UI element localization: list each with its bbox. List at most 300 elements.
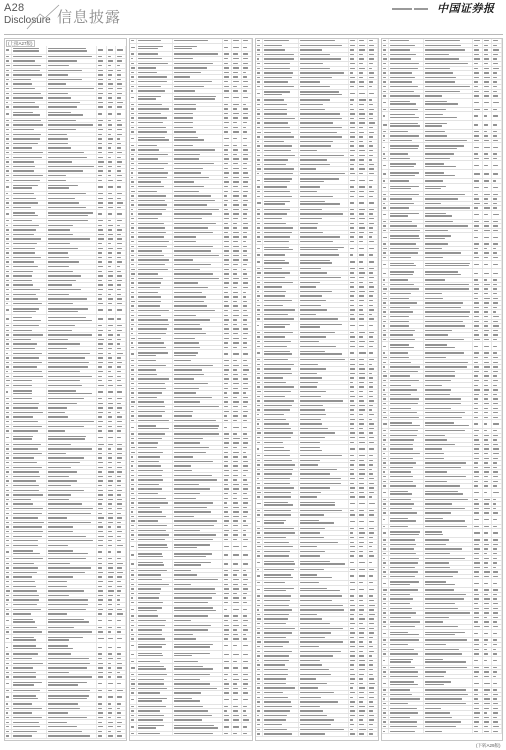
table-cell (130, 551, 137, 559)
illegible-text (264, 432, 292, 433)
table-cell (137, 350, 172, 358)
table-cell (137, 606, 172, 614)
table-cell (299, 518, 349, 526)
illegible-text (359, 213, 363, 214)
table-cell (223, 391, 233, 395)
illegible-text (98, 696, 102, 697)
table-cell (242, 346, 252, 350)
table-cell (173, 199, 223, 203)
table-cell (130, 226, 137, 230)
illegible-text (359, 346, 364, 347)
illegible-text (13, 581, 34, 582)
table-cell (5, 96, 12, 100)
table-cell (232, 222, 242, 226)
illegible-text (300, 168, 316, 169)
illegible-text (48, 485, 71, 486)
illegible-text (131, 699, 134, 700)
table-cell (47, 484, 97, 488)
illegible-text (108, 462, 113, 463)
illegible-text (131, 715, 134, 716)
table-cell (97, 370, 107, 374)
table-cell (5, 466, 12, 470)
table-cell (242, 423, 252, 431)
table-cell (47, 575, 97, 579)
illegible-text (224, 122, 229, 123)
illegible-text (233, 338, 238, 339)
table-cell (107, 247, 117, 251)
table-cell (12, 251, 47, 255)
illegible-text (174, 442, 201, 443)
illegible-text (6, 371, 8, 372)
table-cell (97, 594, 107, 598)
table-cell (256, 427, 263, 431)
illegible-text (243, 615, 246, 616)
table-cell (223, 166, 233, 170)
illegible-text (243, 72, 246, 73)
illegible-text (369, 261, 373, 262)
table-cell (299, 445, 349, 453)
illegible-text (13, 60, 35, 61)
table-cell (130, 44, 137, 52)
illegible-text (257, 104, 260, 105)
table-cell (97, 539, 107, 543)
illegible-text (13, 416, 33, 417)
illegible-text (98, 672, 104, 673)
table-cell (232, 304, 242, 308)
illegible-text (117, 56, 122, 57)
illegible-text (117, 503, 121, 504)
illegible-text (108, 663, 112, 664)
illegible-text (369, 487, 374, 488)
table-cell (12, 306, 47, 314)
illegible-text (48, 257, 69, 258)
table-cell (12, 315, 47, 323)
table-cell (349, 117, 359, 121)
table-cell (256, 303, 263, 307)
illegible-text (233, 127, 237, 128)
table-cell (130, 368, 137, 372)
table-cell (232, 341, 242, 345)
illegible-text (300, 318, 338, 319)
illegible-text (264, 332, 293, 333)
table-cell (242, 94, 252, 102)
table-cell (97, 702, 107, 706)
table-cell (97, 242, 107, 246)
illegible-text (98, 65, 102, 66)
illegible-text (6, 398, 9, 399)
table-cell (173, 687, 223, 691)
table-cell (223, 263, 233, 267)
illegible-text (48, 508, 93, 509)
illegible-text (369, 196, 372, 197)
table-cell (47, 365, 97, 369)
illegible-text (13, 215, 38, 216)
table-cell (116, 411, 126, 415)
illegible-text (233, 456, 237, 457)
table-cell (256, 509, 263, 513)
illegible-text (98, 376, 102, 377)
table-cell (47, 456, 97, 460)
illegible-text (300, 450, 323, 451)
illegible-text (131, 305, 134, 306)
illegible-text (369, 300, 372, 301)
illegible-text (117, 198, 121, 199)
table-cell (358, 445, 368, 453)
illegible-text (48, 576, 73, 577)
table-cell (5, 219, 12, 223)
illegible-text (108, 193, 112, 194)
illegible-text (13, 586, 35, 587)
illegible-text (369, 483, 373, 484)
table-cell (242, 240, 252, 244)
table-cell (130, 240, 137, 244)
illegible-text (6, 65, 10, 66)
table-cell (223, 396, 233, 400)
illegible-text (233, 493, 237, 494)
illegible-text (264, 447, 284, 448)
table-cell (130, 130, 137, 134)
table-cell (47, 730, 97, 734)
table-cell (358, 454, 368, 458)
illegible-text (117, 261, 122, 262)
illegible-text (131, 113, 134, 114)
table-cell (5, 142, 12, 146)
table-cell (242, 529, 252, 533)
table-cell (349, 281, 359, 285)
illegible-text (233, 250, 238, 251)
table-cell (263, 513, 298, 517)
table-cell (97, 521, 107, 525)
table-cell (130, 464, 137, 468)
illegible-text (98, 476, 103, 477)
illegible-text (131, 706, 134, 707)
table-cell (5, 178, 12, 182)
illegible-text (98, 238, 104, 239)
table-cell (242, 524, 252, 528)
table-cell (368, 399, 378, 403)
table-cell (137, 551, 172, 559)
illegible-text (233, 511, 239, 512)
table-cell (116, 720, 126, 724)
table-cell (232, 659, 242, 663)
illegible-text (224, 154, 228, 155)
table-cell (116, 260, 126, 264)
illegible-text (224, 525, 229, 526)
illegible-text (174, 342, 199, 343)
table-cell (116, 557, 126, 561)
illegible-text (138, 388, 165, 389)
table-cell (12, 680, 47, 688)
illegible-text (174, 292, 203, 293)
illegible-text (98, 426, 102, 427)
table-cell (256, 226, 263, 230)
illegible-text (138, 319, 168, 320)
table-cell (263, 271, 298, 275)
table-cell (358, 53, 368, 57)
table-cell (97, 210, 107, 218)
table-cell (47, 411, 97, 415)
listing-rows (5, 46, 126, 740)
illegible-text (174, 352, 198, 353)
illegible-text (108, 318, 114, 319)
illegible-text (233, 479, 237, 480)
table-cell (47, 466, 97, 470)
table-cell (137, 400, 172, 404)
illegible-text (243, 392, 246, 393)
table-row (130, 723, 252, 732)
table-cell (242, 487, 252, 491)
table-cell (368, 185, 378, 189)
table-cell (137, 687, 172, 691)
illegible-text (98, 576, 102, 577)
illegible-text (48, 581, 67, 582)
illegible-text (98, 663, 103, 664)
illegible-text (224, 149, 228, 150)
table-cell (12, 260, 47, 264)
illegible-text (117, 517, 122, 518)
illegible-text (117, 421, 122, 422)
table-cell (116, 502, 126, 506)
table-cell (116, 133, 126, 137)
illegible-text (48, 157, 87, 158)
illegible-text (48, 703, 77, 704)
illegible-text (224, 324, 229, 325)
table-cell (130, 39, 137, 43)
table-cell (137, 254, 172, 258)
illegible-text (369, 405, 373, 406)
illegible-text (233, 411, 237, 412)
table-cell (263, 531, 298, 535)
illegible-text (108, 480, 114, 481)
table-cell (173, 121, 223, 125)
table-cell (137, 277, 172, 281)
illegible-text (108, 198, 114, 199)
illegible-text (243, 81, 248, 82)
illegible-text (131, 374, 134, 375)
illegible-text (233, 534, 237, 535)
illegible-text (117, 97, 121, 98)
illegible-text (131, 438, 134, 439)
illegible-text (117, 303, 122, 304)
table-cell (256, 185, 263, 189)
illegible-text (224, 715, 229, 716)
table-cell (137, 57, 172, 61)
table-cell (232, 57, 242, 61)
illegible-text (138, 96, 161, 97)
table-cell (107, 324, 117, 328)
table-cell (116, 96, 126, 100)
table-cell (107, 657, 117, 661)
illegible-text (138, 498, 166, 499)
table-cell (263, 126, 298, 130)
illegible-text (243, 554, 247, 555)
table-cell (137, 318, 172, 322)
table-cell (223, 414, 233, 418)
illegible-text (257, 45, 260, 46)
illegible-text (257, 49, 260, 50)
table-cell (242, 166, 252, 170)
table-cell (97, 626, 107, 630)
illegible-text (174, 401, 200, 402)
illegible-text (224, 447, 229, 448)
table-cell (5, 265, 12, 269)
table-cell (368, 245, 378, 253)
table-cell (368, 340, 378, 344)
illegible-text (98, 508, 103, 509)
illegible-text (131, 710, 134, 711)
illegible-text (108, 207, 113, 208)
table-cell (223, 62, 233, 66)
table-cell (5, 338, 12, 342)
table-cell (358, 276, 368, 280)
table-cell (232, 377, 242, 381)
illegible-text (233, 163, 238, 164)
table-cell (107, 397, 117, 401)
table-cell (349, 140, 359, 144)
table-cell (5, 671, 12, 675)
table-cell (97, 461, 107, 465)
illegible-text (6, 143, 9, 144)
table-cell (137, 240, 172, 244)
illegible-text (6, 366, 9, 367)
table-cell (173, 341, 223, 345)
illegible-text (13, 453, 42, 454)
illegible-text (138, 104, 161, 105)
table-cell (97, 411, 107, 415)
table-cell (358, 67, 368, 71)
table-cell (358, 117, 368, 121)
illegible-text (233, 692, 237, 693)
illegible-text (224, 579, 229, 580)
table-cell (47, 370, 97, 374)
table-cell (107, 479, 117, 483)
illegible-text (300, 537, 324, 538)
illegible-text (369, 68, 372, 69)
illegible-text (174, 700, 200, 701)
table-cell (232, 573, 242, 577)
table-cell (47, 247, 97, 251)
table-cell (263, 135, 298, 139)
illegible-text (48, 261, 79, 262)
illegible-text (264, 368, 290, 369)
illegible-text (350, 432, 355, 433)
illegible-text (48, 645, 68, 646)
illegible-text (98, 49, 103, 50)
table-cell (137, 222, 172, 226)
table-cell (256, 308, 263, 312)
illegible-text (300, 241, 333, 242)
table-cell (232, 66, 242, 70)
illegible-text (108, 380, 113, 381)
illegible-text (233, 726, 238, 727)
table-cell (12, 265, 47, 269)
illegible-text (359, 448, 365, 449)
table-cell (130, 469, 137, 473)
illegible-text (224, 563, 229, 564)
table-cell (116, 521, 126, 525)
illegible-text (300, 487, 331, 488)
illegible-text (48, 212, 93, 213)
illegible-text (233, 310, 238, 311)
table-cell (130, 515, 137, 519)
table-cell (130, 560, 137, 568)
table-cell (97, 630, 107, 634)
illegible-text (13, 658, 32, 659)
table-cell (107, 411, 117, 415)
illegible-text (264, 141, 283, 142)
illegible-text (48, 398, 83, 399)
table-cell (12, 562, 47, 566)
table-cell (256, 276, 263, 280)
table-cell (242, 254, 252, 258)
illegible-text (174, 674, 211, 675)
table-cell (173, 295, 223, 299)
illegible-text (13, 220, 32, 221)
illegible-text (108, 175, 112, 176)
illegible-text (300, 262, 332, 263)
illegible-text (131, 97, 134, 98)
illegible-text (138, 264, 164, 265)
illegible-text (369, 521, 374, 522)
illegible-text (131, 465, 133, 466)
table-cell (130, 89, 137, 93)
illegible-text (369, 180, 373, 181)
table-cell (107, 447, 117, 451)
illegible-text (243, 475, 246, 476)
table-cell (116, 274, 126, 278)
table-cell (47, 237, 97, 241)
table-cell (232, 596, 242, 600)
table-cell (368, 121, 378, 125)
illegible-text (264, 236, 290, 237)
illegible-text (264, 469, 293, 470)
table-cell (12, 256, 47, 260)
table-cell (299, 199, 349, 207)
table-cell (116, 342, 126, 346)
illegible-text (174, 719, 203, 720)
table-cell (299, 376, 349, 380)
table-cell (299, 144, 349, 148)
illegible-text (350, 209, 354, 210)
illegible-text (233, 63, 237, 64)
illegible-text (243, 97, 248, 98)
table-cell (263, 253, 298, 257)
illegible-text (369, 455, 373, 456)
table-cell (368, 367, 378, 371)
table-cell (349, 418, 359, 422)
table-cell (349, 335, 359, 339)
illegible-text (369, 432, 373, 433)
illegible-text (131, 588, 134, 589)
table-cell (368, 153, 378, 157)
illegible-text (108, 735, 113, 736)
table-cell (256, 267, 263, 271)
illegible-text (174, 137, 198, 138)
table-cell (368, 144, 378, 148)
table-cell (47, 328, 97, 332)
illegible-text (300, 155, 345, 156)
illegible-text (369, 352, 373, 353)
illegible-text (6, 609, 9, 610)
table-cell (107, 265, 117, 269)
illegible-text (243, 177, 248, 178)
illegible-text (257, 478, 259, 479)
illegible-text (138, 447, 156, 448)
table-cell (5, 575, 12, 579)
table-cell (130, 377, 137, 381)
table-cell (47, 123, 97, 127)
table-cell (223, 217, 233, 221)
